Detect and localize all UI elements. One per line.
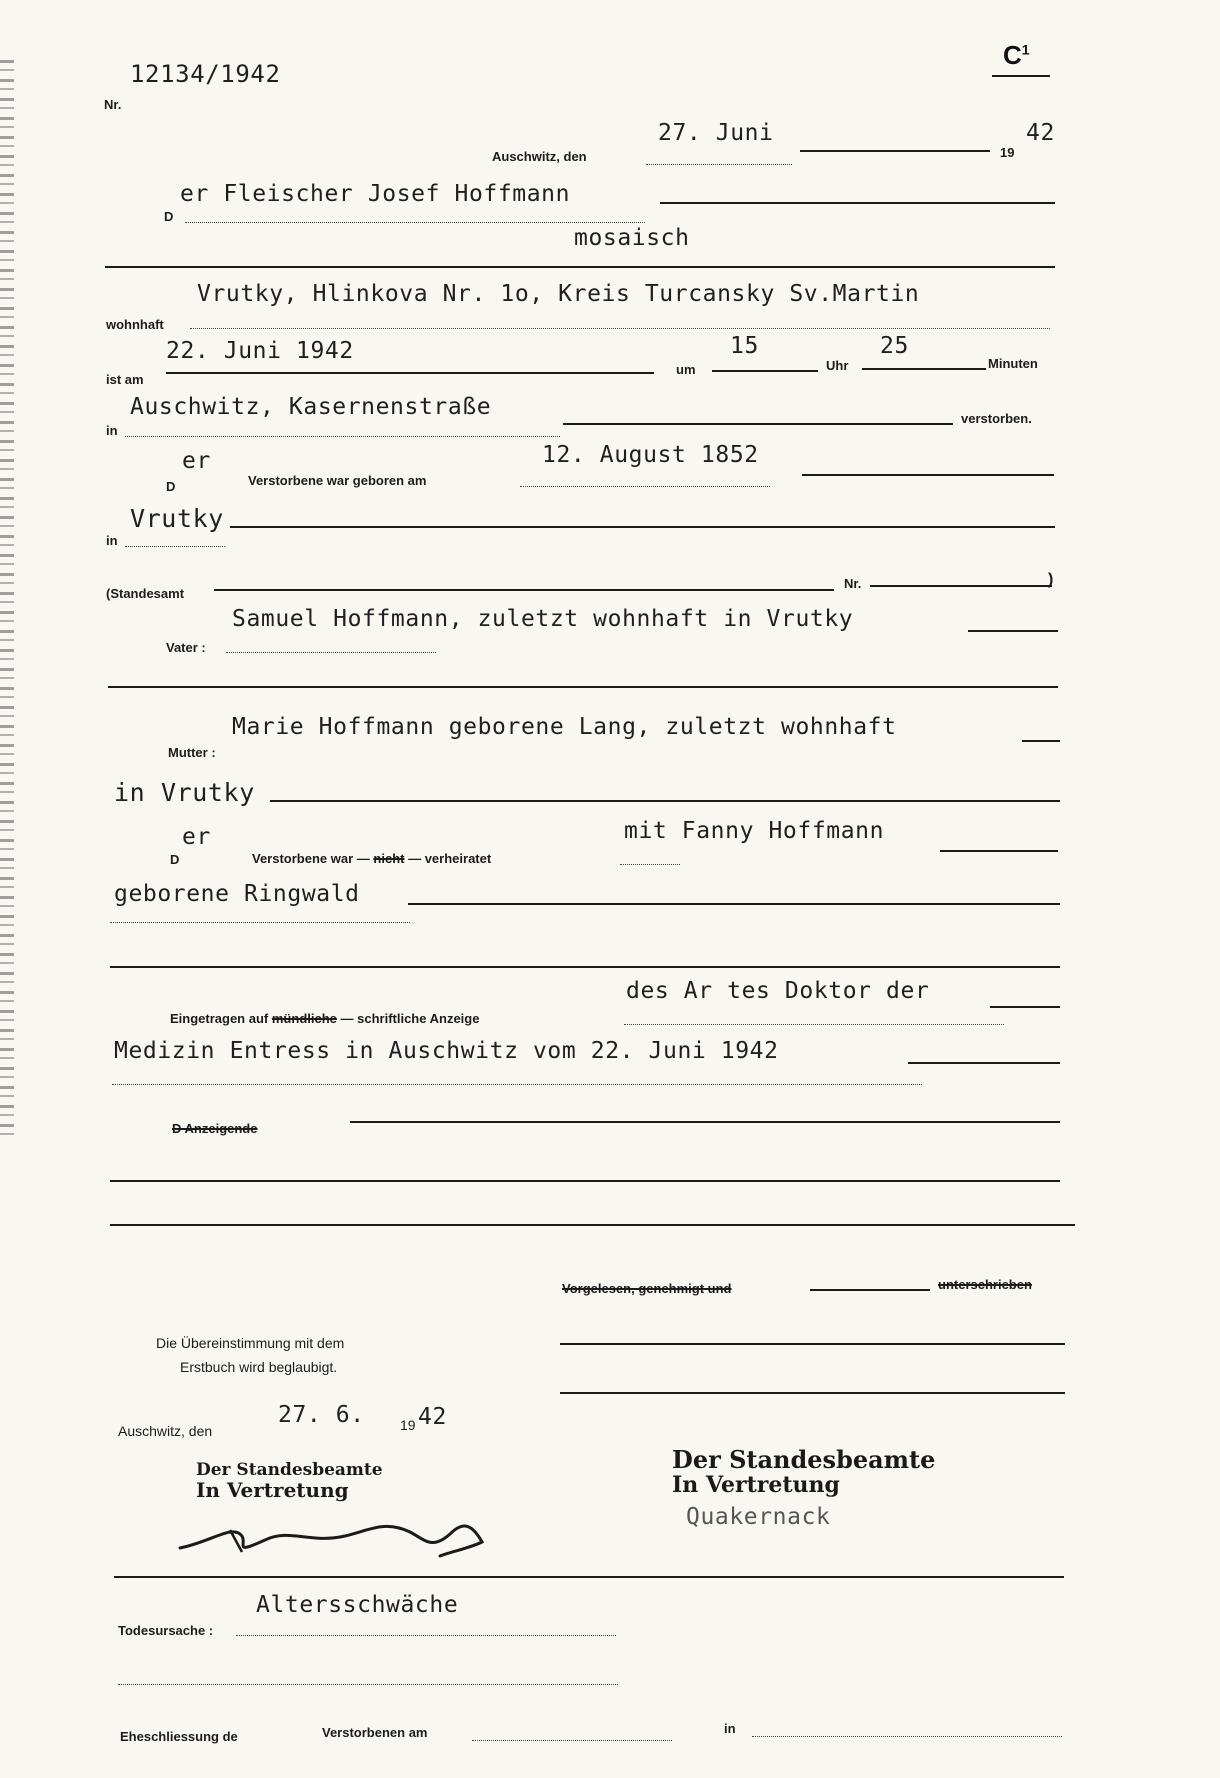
anzeigende-label: D Anzeigende bbox=[172, 1121, 258, 1136]
unterschrieben-label: unterschrieben bbox=[938, 1277, 1032, 1292]
cause-value: Altersschwäche bbox=[256, 1592, 459, 1618]
right-stamp-line2: In Vertretung bbox=[672, 1472, 840, 1498]
registration-line1: des Ar tes Doktor der bbox=[626, 978, 930, 1004]
birth-date: 12. August 1852 bbox=[542, 442, 759, 468]
cert-year-prefix: 19 bbox=[400, 1417, 416, 1433]
record-number: 12134/1942 bbox=[130, 60, 281, 88]
spouse-line2: geborene Ringwald bbox=[114, 881, 360, 907]
um-label: um bbox=[676, 362, 696, 377]
marriage-footer-label-a: Eheschliessung de bbox=[120, 1729, 238, 1744]
minuten-label: Minuten bbox=[988, 356, 1038, 371]
mutter-label: Mutter : bbox=[168, 745, 216, 760]
marriage-footer-label-b: Verstorbenen am bbox=[322, 1725, 428, 1740]
standesamt-nr-label: Nr. bbox=[844, 576, 862, 591]
cert-date: 27. 6. bbox=[278, 1402, 365, 1428]
year-prefix: 19 bbox=[1000, 145, 1015, 160]
uhr-label: Uhr bbox=[826, 358, 849, 373]
handwritten-signature bbox=[170, 1490, 510, 1570]
death-in-label: in bbox=[106, 423, 118, 438]
footer-in-label: in bbox=[724, 1721, 736, 1736]
scan-edge-marks bbox=[0, 60, 14, 1140]
date-typed: 27. Juni bbox=[658, 120, 774, 146]
death-place: Auschwitz, Kasernenstraße bbox=[130, 394, 492, 420]
form-code-underline bbox=[992, 75, 1050, 77]
birth-d-prefix: D bbox=[166, 479, 176, 494]
certify-line2: Erstbuch wird beglaubigt. bbox=[180, 1359, 338, 1375]
residence-label: wohnhaft bbox=[106, 317, 164, 332]
deceased-name-line: er Fleischer Josef Hoffmann bbox=[180, 181, 571, 207]
registration-label: Eingetragen auf mündliche — schriftliche Anzeige bbox=[170, 1011, 480, 1026]
year-suffix: 42 bbox=[1026, 120, 1055, 146]
left-stamp-line2: In Vertretung bbox=[196, 1478, 349, 1502]
residence: Vrutky, Hlinkova Nr. 1o, Kreis Turcansky Sv.Martin bbox=[197, 281, 920, 307]
verstorben-label: verstorben. bbox=[961, 411, 1032, 426]
mutter-line2: in Vrutky bbox=[114, 778, 255, 807]
birth-er-typed: er bbox=[182, 448, 211, 474]
birth-in-label: in bbox=[106, 533, 118, 548]
form-code: $C^1$ bbox=[1003, 40, 1030, 70]
death-hour: 15 bbox=[730, 333, 759, 359]
cert-year-suffix: 42 bbox=[418, 1404, 447, 1430]
birth-label: Verstorbene war geboren am bbox=[248, 473, 427, 488]
marriage-er-typed: er bbox=[182, 824, 211, 850]
right-signer: Quakernack bbox=[686, 1504, 831, 1530]
d-prefix-deceased: D bbox=[164, 209, 174, 224]
mutter-line1: Marie Hoffmann geborene Lang, zuletzt wohnhaft bbox=[232, 714, 897, 740]
certify-line1: Die Übereinstimmung mit dem bbox=[156, 1335, 345, 1351]
marriage-label: Verstorbene war — nicht — verheiratet bbox=[252, 851, 492, 866]
right-stamp-line1: Der Standesbeamte bbox=[672, 1445, 936, 1474]
cause-label: Todesursache : bbox=[118, 1623, 214, 1638]
nr-label: Nr. bbox=[104, 97, 122, 112]
vater-label: Vater : bbox=[166, 640, 206, 655]
spouse-line1: mit Fanny Hoffmann bbox=[624, 818, 885, 844]
death-date: 22. Juni 1942 bbox=[166, 338, 354, 364]
registration-line2: Medizin Entress in Auschwitz vom 22. Juni 1942 bbox=[114, 1038, 779, 1064]
religion: mosaisch bbox=[574, 225, 690, 251]
read-label: Vorgelesen, genehmigt und bbox=[562, 1281, 732, 1296]
vater-value: Samuel Hoffmann, zuletzt wohnhaft in Vrutky bbox=[232, 606, 854, 632]
cert-place-label: Auschwitz, den bbox=[118, 1423, 213, 1439]
death-minutes: 25 bbox=[880, 333, 909, 359]
standesamt-label: (Standesamt bbox=[106, 586, 185, 601]
left-stamp-line1: Der Standesbeamte bbox=[196, 1460, 383, 1480]
birth-place: Vrutky bbox=[130, 504, 224, 533]
place-date-label: Auschwitz, den bbox=[492, 149, 587, 164]
marriage-d-prefix: D bbox=[170, 852, 180, 867]
death-certificate-page: 12134/1942 Nr. $C^1$ Auschwitz, den 27. Juni 19 42 er Fleischer Josef Hoffmann D mosaisch Vrutky, Hlinkova Nr. 1o, Kreis Turcansky Sv.Martin wohnhaft 22. Juni 1942 ist am um 15 Uhr 25 Minuten Auschwitz, Kasernenstraße in verstorben. er D Verstorbene war geboren am 12. August 1852 Vrutky in (Standesamt Nr. ) Samuel Hoffmann, zuletzt wohnhaft in Vrutky Vater : Marie Hoffmann geborene Lang, zuletzt wohnhaft Mutter : in Vrutky er D Verstorbene war — nicht — verheiratet mit Fanny Hoffmann geborene Ringwald des Ar tes Doktor der Eingetragen auf mündliche — schriftliche Anzeige Medizin Entress in Auschwitz vom 22. Juni 1942 D Anzeigende Vorgelesen, genehmigt und unterschrieben Die Übereinstimmung mit dem Erstbuch wird beglaubigt. Auschwitz, den 27. 6. 19 42 Der Standesbeamte In Vertretung Der Standesbeamte In Vertretung Quakernack Altersschwäche Todesursache : Eheschliessung de Verstorbenen am in bbox=[0, 0, 1220, 1778]
ist-am-label: ist am bbox=[106, 372, 144, 387]
